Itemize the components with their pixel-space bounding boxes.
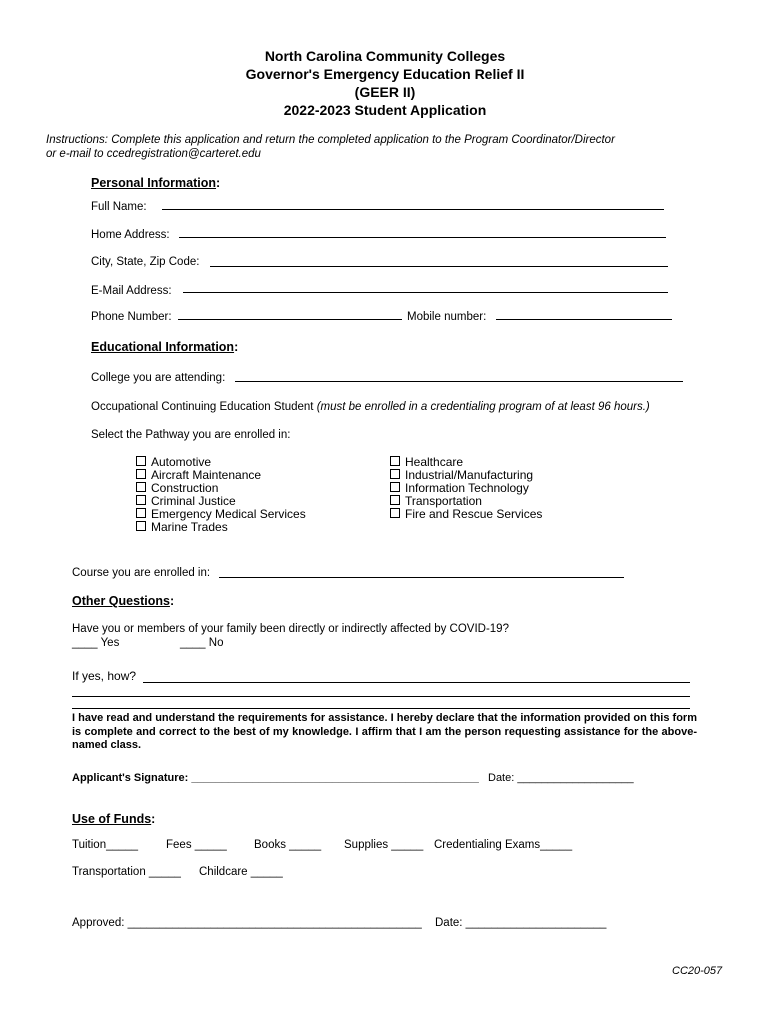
full-name-label: Full Name: xyxy=(91,201,147,213)
form-code: CC20-057 xyxy=(672,965,723,977)
pathway-construction[interactable]: Construction xyxy=(136,482,306,495)
instructions-line-2: or e-mail to ccedregistration@carteret.edu xyxy=(46,148,261,160)
checkbox-icon[interactable] xyxy=(390,495,400,505)
signature-date[interactable]: Date: ___________________ xyxy=(488,772,634,784)
pathway-marine-trades[interactable]: Marine Trades xyxy=(136,521,306,534)
college-field[interactable] xyxy=(235,381,683,382)
home-address-field[interactable] xyxy=(179,237,666,238)
mobile-field[interactable] xyxy=(496,319,672,320)
approved-line[interactable]: Approved: ______________________________________________ xyxy=(72,917,422,929)
personal-heading: Personal Information: xyxy=(91,176,221,190)
funds-fees[interactable]: Fees _____ xyxy=(166,839,227,851)
checkbox-icon[interactable] xyxy=(136,456,146,466)
phone-field[interactable] xyxy=(178,319,402,320)
pathway-list-right xyxy=(390,456,542,521)
if-yes-field-2[interactable] xyxy=(72,696,690,697)
title-line-2: Governor's Emergency Education Relief II xyxy=(245,66,525,82)
checkbox-icon[interactable] xyxy=(136,521,146,531)
pathway-industrial-manufacturing[interactable]: Industrial/Manufacturing xyxy=(390,469,542,482)
email-label: E-Mail Address: xyxy=(91,285,172,297)
funds-heading: Use of Funds: xyxy=(72,812,156,826)
if-yes-field-3[interactable] xyxy=(72,708,690,709)
full-name-field[interactable] xyxy=(162,209,664,210)
title-line-4: 2022-2023 Student Application xyxy=(283,102,487,118)
funds-supplies[interactable]: Supplies _____ xyxy=(344,839,424,851)
email-field[interactable] xyxy=(183,292,668,293)
occupational-statement: Occupational Continuing Education Student (must be enrolled in a credentialing program of at least 96 hours.) xyxy=(91,401,650,413)
checkbox-icon[interactable] xyxy=(390,508,400,518)
pathway-list-left xyxy=(136,456,306,534)
funds-credentialing[interactable]: Credentialing Exams_____ xyxy=(434,839,573,851)
title-line-1: North Carolina Community Colleges xyxy=(264,48,506,64)
checkbox-icon[interactable] xyxy=(136,508,146,518)
yes-option[interactable]: ____ Yes xyxy=(72,637,120,649)
pathway-emergency-medical-services[interactable]: Emergency Medical Services xyxy=(136,508,306,521)
pathway-transportation[interactable]: Transportation xyxy=(390,495,542,508)
phone-label: Phone Number: xyxy=(91,311,172,323)
funds-childcare[interactable]: Childcare _____ xyxy=(199,866,283,878)
declaration-text: I have read and understand the requirements for assistance. I hereby declare that the information provided on this form is complete and correct to the best of my knowledge. I affirm that I am the person requesting assistance for the above-named class. xyxy=(72,712,697,751)
mobile-label: Mobile number: xyxy=(407,311,487,323)
checkbox-icon[interactable] xyxy=(390,456,400,466)
funds-transportation[interactable]: Transportation _____ xyxy=(72,866,181,878)
pathway-aircraft-maintenance[interactable]: Aircraft Maintenance xyxy=(136,469,306,482)
pathway-prompt: Select the Pathway you are enrolled in: xyxy=(91,429,291,441)
funds-books[interactable]: Books _____ xyxy=(254,839,322,851)
pathway-automotive[interactable]: Automotive xyxy=(136,456,306,469)
if-yes-label: If yes, how? xyxy=(72,669,137,683)
pathway-fire-rescue[interactable]: Fire and Rescue Services xyxy=(390,508,542,521)
pathway-healthcare[interactable]: Healthcare xyxy=(390,456,542,469)
checkbox-icon[interactable] xyxy=(136,495,146,505)
if-yes-field-1[interactable] xyxy=(143,682,690,683)
education-heading: Educational Information: xyxy=(91,340,239,354)
pathway-criminal-justice[interactable]: Criminal Justice xyxy=(136,495,306,508)
checkbox-icon[interactable] xyxy=(136,482,146,492)
city-state-zip-field[interactable] xyxy=(210,266,668,267)
city-state-zip-label: City, State, Zip Code: xyxy=(91,256,200,268)
signature-line[interactable]: Applicant's Signature: _______________________________________________ xyxy=(72,772,479,784)
title-line-3: (GEER II) xyxy=(354,84,416,100)
checkbox-icon[interactable] xyxy=(136,469,146,479)
instructions-line-1: Instructions: Complete this application and return the completed application to the Program Coordinator/Director xyxy=(46,134,615,146)
college-label: College you are attending: xyxy=(91,372,226,384)
funds-tuition[interactable]: Tuition_____ xyxy=(72,839,139,851)
pathway-information-technology[interactable]: Information Technology xyxy=(390,482,542,495)
checkbox-icon[interactable] xyxy=(390,469,400,479)
course-label: Course you are enrolled in: xyxy=(72,567,211,579)
covid-question: Have you or members of your family been directly or indirectly affected by COVID-19? xyxy=(72,623,509,635)
home-address-label: Home Address: xyxy=(91,229,170,241)
course-field[interactable] xyxy=(219,577,624,578)
approved-date[interactable]: Date: ______________________ xyxy=(435,917,607,929)
other-heading: Other Questions: xyxy=(72,594,175,608)
checkbox-icon[interactable] xyxy=(390,482,400,492)
no-option[interactable]: ____ No xyxy=(180,637,224,649)
